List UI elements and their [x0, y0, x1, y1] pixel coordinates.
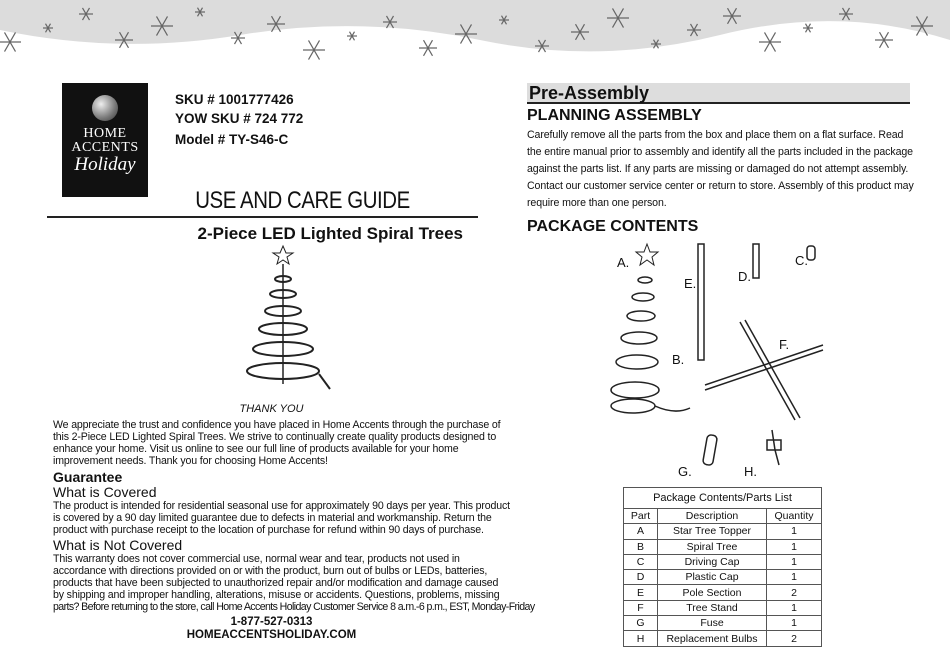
divider — [47, 216, 478, 218]
guarantee-heading: Guarantee — [53, 469, 123, 485]
snowflake-icon — [347, 32, 357, 41]
covered-heading: What is Covered — [53, 484, 157, 500]
guide-title: USE AND CARE GUIDE — [195, 187, 410, 214]
planning-heading: PLANNING ASSEMBLY — [527, 107, 702, 124]
not-covered-heading: What is Not Covered — [53, 537, 183, 553]
cell-part: E — [624, 585, 658, 600]
logo-line2: ACCENTS — [71, 140, 139, 155]
cell-description: Fuse — [658, 616, 767, 631]
product-title: 2-Piece LED Lighted Spiral Trees — [197, 224, 463, 243]
website[interactable]: HOMEACCENTSHOLIDAY.COM — [186, 629, 357, 641]
cell-quantity: 1 — [767, 554, 822, 569]
guarantee-column — [53, 403, 535, 642]
parts-list-table — [623, 487, 822, 647]
snowflake-icon — [759, 32, 781, 51]
cell-description: Replacement Bulbs — [658, 631, 767, 646]
home-accents-holiday-logo — [62, 83, 148, 197]
cell-description: Tree Stand — [658, 600, 767, 615]
snowflake-icon — [0, 32, 21, 51]
table-row — [624, 631, 822, 646]
cell-part: H — [624, 631, 658, 646]
pre-assembly-title: Pre-Assembly — [527, 83, 910, 104]
cell-quantity: 2 — [767, 585, 822, 600]
phone-number: 1-877-527-0313 — [230, 616, 313, 628]
yow-sku: YOW SKU # 724 772 — [175, 111, 304, 126]
label-b: B. — [672, 352, 685, 367]
snowflake-icon — [875, 32, 893, 48]
label-h: H. — [744, 464, 757, 479]
cell-quantity: 1 — [767, 616, 822, 631]
ornament-icon — [92, 95, 118, 121]
parts-table-caption: Package Contents/Parts List — [623, 487, 822, 508]
cell-description: Star Tree Topper — [658, 524, 767, 539]
label-f: F. — [779, 337, 790, 352]
cell-description: Driving Cap — [658, 554, 767, 569]
label-a: A. — [617, 255, 630, 270]
cell-part: G — [624, 616, 658, 631]
thank-you-heading: THANK YOU — [239, 403, 304, 415]
not-covered-body: This warranty does not cover commercial use, normal wear and tear, products not used in accordance with directions provided on or with the product, burn out of bulbs or LEDs, batteries, products that have been subjected to unauthorized repair and/or modification and damage caused by shipping and improper handling, alterations, misuse or accidents. Questions, problems, missing — [53, 553, 500, 601]
model-number: Model # TY-S46-C — [175, 132, 289, 147]
label-g: G. — [678, 464, 692, 479]
cell-quantity: 1 — [767, 600, 822, 615]
cell-description: Spiral Tree — [658, 539, 767, 554]
label-d: D. — [738, 269, 751, 284]
sku: SKU # 1001777426 — [175, 92, 294, 107]
pre-assembly-column — [527, 83, 917, 236]
header-description: Description — [658, 509, 767, 524]
cell-part: A — [624, 524, 658, 539]
cell-quantity: 1 — [767, 570, 822, 585]
table-row — [624, 585, 822, 600]
table-header-row — [624, 509, 822, 524]
snowflake-icon — [303, 40, 325, 59]
logo-line3: Holiday — [74, 154, 136, 175]
cell-quantity: 1 — [767, 539, 822, 554]
package-contents-heading: PACKAGE CONTENTS — [527, 218, 699, 235]
planning-text: Carefully remove all the parts from the box and place them on a flat surface. Read the entire manual prior to assembly and identify all the parts included in the package against the parts list. If any parts are missing or damaged do not attempt assembly. Contact our customer service center or return to store. Assembly of this product may require more than one person. — [527, 129, 914, 209]
cell-description: Plastic Cap — [658, 570, 767, 585]
header-part: Part — [624, 509, 658, 524]
logo-line1: HOME — [83, 126, 127, 141]
cell-quantity: 2 — [767, 631, 822, 646]
snowflake-icon — [419, 40, 437, 56]
cell-part: D — [624, 570, 658, 585]
thank-you-text: We appreciate the trust and confidence you have placed in Home Accents through the purchase of this 2-Piece LED Lighted Spiral Trees. We strive to continually create quality products designed to enhance your home. Visit us online to see our full line of products available for your home improvement needs. Thank you for choosing Home Accents! — [53, 419, 501, 467]
table-row — [624, 524, 822, 539]
header-quantity: Quantity — [767, 509, 822, 524]
spiral-tree-image — [235, 244, 335, 396]
covered-text: The product is intended for residential seasonal use for approximately 90 days per year. This product is covered by a 90 day limited guarantee due to defects in material and workmanship. Return the product with purchase receipt to the location of purchase for refund within 90 days of purchase. — [53, 500, 510, 536]
not-covered-text — [53, 553, 535, 613]
package-contents-diagram — [595, 240, 835, 485]
snowflake-garland-banner — [0, 0, 950, 80]
table-row — [624, 570, 822, 585]
cell-part: B — [624, 539, 658, 554]
table-row — [624, 539, 822, 554]
cell-description: Pole Section — [658, 585, 767, 600]
label-e: E. — [684, 276, 697, 291]
cell-part: C — [624, 554, 658, 569]
cell-quantity: 1 — [767, 524, 822, 539]
table-row — [624, 616, 822, 631]
label-c: C. — [795, 253, 808, 268]
table-row — [624, 600, 822, 615]
cell-part: F — [624, 600, 658, 615]
not-covered-tail: parts? Before returning to the store, call Home Accents Holiday Customer Service 8 a.m.-6 p.m., EST, Monday-Friday — [53, 601, 535, 613]
table-row — [624, 554, 822, 569]
